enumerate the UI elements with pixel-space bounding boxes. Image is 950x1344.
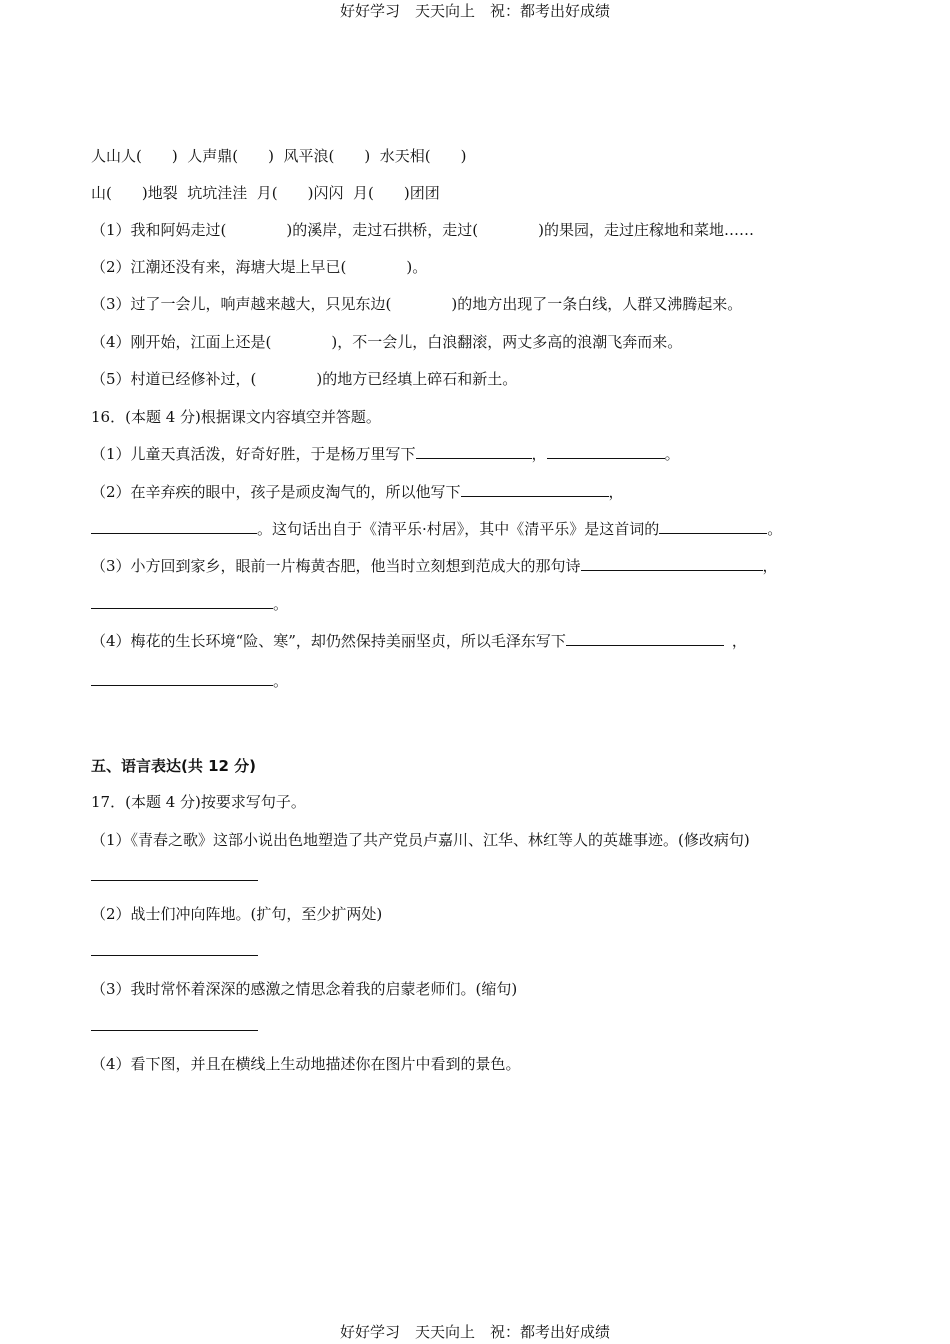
section-5-title: 五、语言表达(共 12 分) (91, 757, 257, 775)
q17-item-4: （4）看下图，并且在横线上生动地描述你在图片中看到的景色。 (91, 1055, 521, 1073)
answer-blank[interactable] (659, 519, 767, 534)
period: 。 (664, 445, 680, 463)
comma: ， (762, 557, 778, 575)
q16-item-4-text: （4）梅花的生长环境“险、寒”，却仍然保持美丽坚贞，所以毛泽东写下 (91, 632, 566, 650)
q15-item-2: （2）江潮还没有来，海塘大堤上早已( )。 (91, 258, 428, 276)
q16-item-2-text: （2）在辛弃疾的眼中，孩子是顽皮淘气的，所以他写下 (91, 483, 461, 501)
q16-item-1 (91, 444, 680, 464)
q15-item-4: （4）刚开始，江面上还是( )，不一会儿，白浪翻滚，两丈多高的浪潮飞奔而来。 (91, 333, 683, 351)
q17-item-2-answer (91, 941, 258, 961)
comma: ， (731, 632, 747, 650)
answer-blank[interactable] (461, 482, 609, 497)
comma: ， (531, 445, 547, 463)
q15-item-5: （5）村道已经修补过，( )的地方已经填上碎石和新土。 (91, 370, 518, 388)
q16-item-2-text-2: 。这句话出自于《清平乐·村居》，其中《清平乐》是这首词的 (257, 520, 660, 538)
period: 。 (273, 672, 289, 690)
answer-blank[interactable] (91, 1016, 258, 1031)
answer-blank[interactable] (547, 444, 665, 459)
q15-item-1: （1）我和阿妈走过( )的溪岸，走过石拱桥，走过( )的果园，走过庄稼地和菜地…… (91, 221, 754, 239)
idioms-row-2: 山( )地裂 坑坑洼洼 月( )闪闪 月( )团团 (91, 184, 440, 202)
q16-title: 16．(本题 4 分)根据课文内容填空并答题。 (91, 408, 381, 426)
q17-item-3-answer (91, 1016, 258, 1036)
answer-blank[interactable] (581, 556, 763, 571)
page-header: 好好学习 天天向上 祝：都考出好成绩 (339, 2, 610, 20)
q16-item-1-text: （1）儿童天真活泼，好奇好胜，于是杨万里写下 (91, 445, 416, 463)
q17-title: 17．(本题 4 分)按要求写句子。 (91, 793, 306, 811)
period: 。 (273, 595, 289, 613)
page-footer: 好好学习 天天向上 祝：都考出好成绩 (339, 1323, 610, 1341)
answer-blank[interactable] (91, 941, 258, 956)
answer-blank[interactable] (91, 594, 273, 609)
answer-blank[interactable] (91, 519, 257, 534)
comma: ， (608, 483, 624, 501)
q16-item-4 (91, 631, 747, 651)
q16-item-3 (91, 556, 778, 576)
q17-item-2: （2）战士们冲向阵地。(扩句，至少扩两处) (91, 905, 383, 923)
q15-item-3: （3）过了一会儿，响声越来越大，只见东边( )的地方出现了一条白线，人群又沸腾起来。 (91, 295, 743, 313)
answer-blank[interactable] (566, 631, 724, 646)
q16-item-2-cont (91, 519, 782, 539)
q16-item-4-cont (91, 671, 288, 691)
q17-item-1-answer (91, 866, 258, 886)
period: 。 (767, 520, 783, 538)
answer-blank[interactable] (91, 866, 258, 881)
answer-blank[interactable] (91, 671, 273, 686)
answer-blank[interactable] (416, 444, 532, 459)
q16-item-3-text: （3）小方回到家乡，眼前一片梅黄杏肥，他当时立刻想到范成大的那句诗 (91, 557, 581, 575)
q16-item-2 (91, 482, 624, 502)
q17-item-1: （1）《青春之歌》这部小说出色地塑造了共产党员卢嘉川、江华、林红等人的英雄事迹。(修改病句) (91, 831, 750, 849)
q16-item-3-cont (91, 594, 288, 614)
idioms-row-1: 人山人( ) 人声鼎( ) 风平浪( ) 水天相( ) (91, 147, 467, 165)
q17-item-3: （3）我时常怀着深深的感激之情思念着我的启蒙老师们。(缩句) (91, 980, 518, 998)
